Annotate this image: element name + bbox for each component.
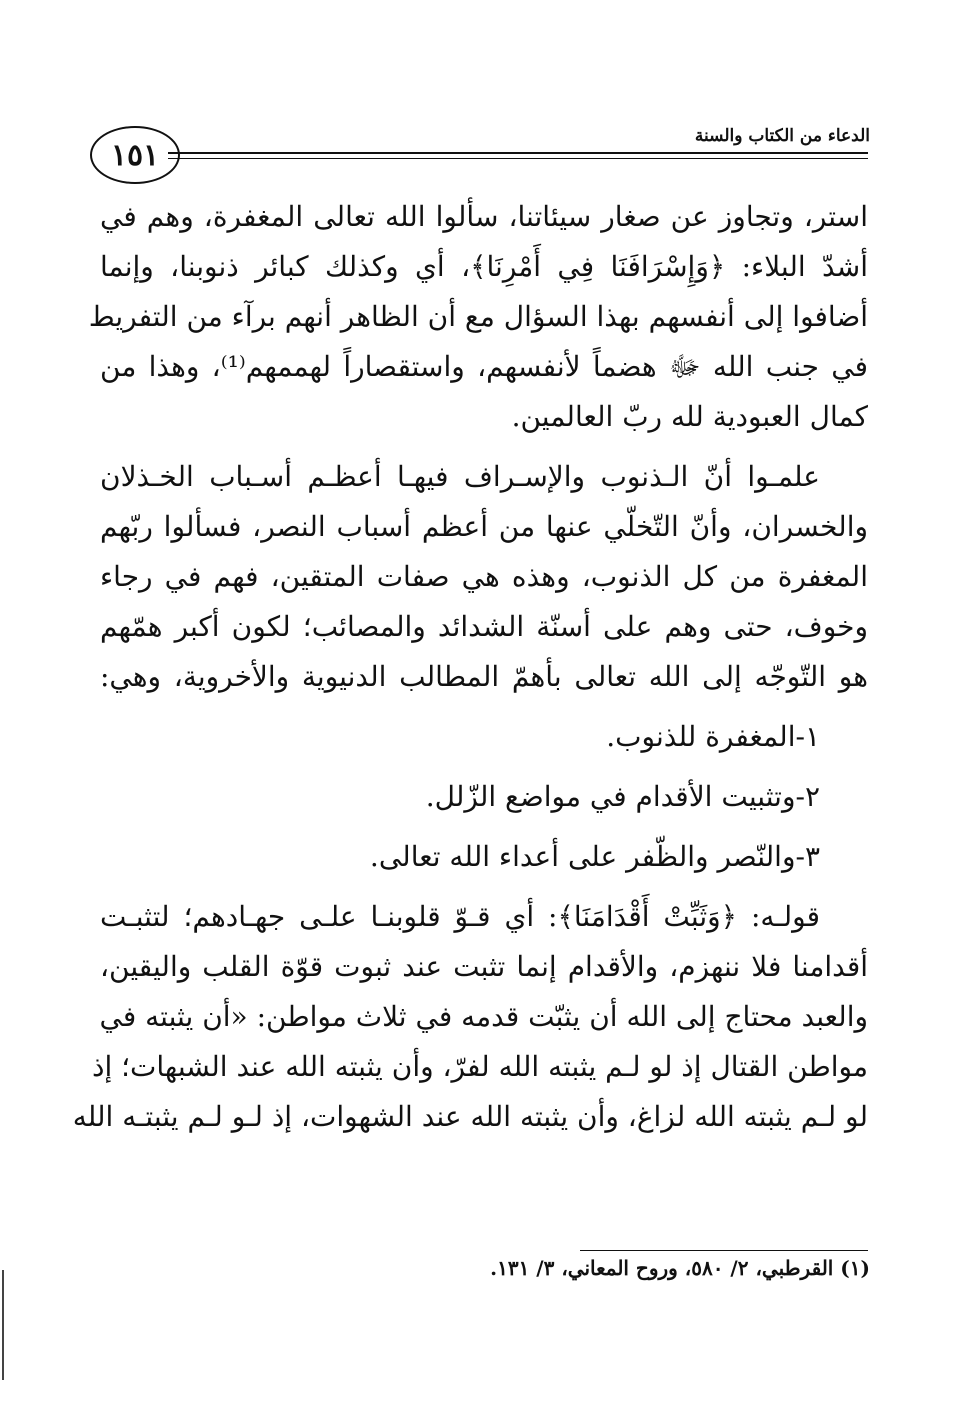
text-line: المغفرة من كل الذنوب، وهذه هي صفات المتقين، فهم في رجاء (100, 560, 868, 593)
text-line: وخوف، حتى وهم على أسنّة الشدائد والمصائب؛ لكون أكبر همّهم (100, 610, 868, 643)
text-line: استر، وتجاوز عن صغار سيئاتنا، سألوا الله تعالى المغفرة، وهم في (100, 200, 868, 233)
text-line: والخسران، وأنّ التّخلّي عنها من أعظم أسباب النصر، فسألوا ربّهم (100, 510, 868, 543)
text-line: كمال العبودية لله ربّ العالمين. (511, 400, 868, 433)
body-text (72, 192, 868, 1142)
text-line: أقدامنا فلا ننهزم، والأقدام إنما تثبت عند ثبوت قوّة القلب واليقين، (100, 950, 868, 983)
text-line: والعبد محتاج إلى الله أن يثبّت قدمه في ثلاث مواطن: «أن يثبته في (99, 1000, 868, 1033)
list-item: ٣-والنّصر والظّفر على أعداء الله تعالى. (369, 840, 820, 873)
footnote: (١) القرطبي، ٢/ ٥٨٠، وروح المعاني، ٣/ ١٣١. (490, 1256, 870, 1280)
list-item: ٢-وتثبيت الأقدام في مواضع الزّلل. (425, 780, 820, 813)
text-line: أشدّ البلاء: ﴿وَإِسْرَافَنَا فِي أَمْرِنَا﴾، أي وكذلك كبائر ذنوبنا، وإنما (100, 250, 868, 283)
text-line: هو التّوجّه إلى الله تعالى بأهمّ المطالب الدنيوية والأخروية، وهي: (100, 660, 868, 693)
page-number: ١٥١ (90, 126, 180, 184)
list-item: ١-المغفرة للذنوب. (606, 720, 820, 753)
text-line: في جنب الله ﷻ هضماً لأنفسهم، واستقصاراً لهممهم⁽¹⁾، وهذا من (100, 350, 868, 383)
text-line: أضافوا إلى أنفسهم بهذا السؤال مع أن الظاهر أنهم برآء من التفريط (88, 300, 868, 333)
book-title: الدعاء من الكتاب والسنة (694, 126, 870, 146)
scan-edge-mark (2, 1270, 4, 1380)
text-line: مواطن القتال إذ لو لـم يثبته الله لفرّ، وأن يثبته الله عند الشبهات؛ إذ (91, 1050, 868, 1083)
text-line: علمـوا أنّ الـذنوب والإسـراف فيهـا أعظـم أسـباب الخـذلان (100, 460, 820, 493)
footnote-rule (580, 1250, 868, 1251)
header-rule (168, 152, 868, 159)
text-line: لو لـم يثبته الله لزاغ، وأن يثبته الله عند الشهوات، إذ لـو لـم يثبتـه الله (72, 1100, 868, 1133)
text-line: قولـه: ﴿وَثَبِّتْ أَقْدَامَنَا﴾: أي قـوّ قلوبنـا علـى جهـادهم؛ لتثبـت (100, 900, 820, 933)
